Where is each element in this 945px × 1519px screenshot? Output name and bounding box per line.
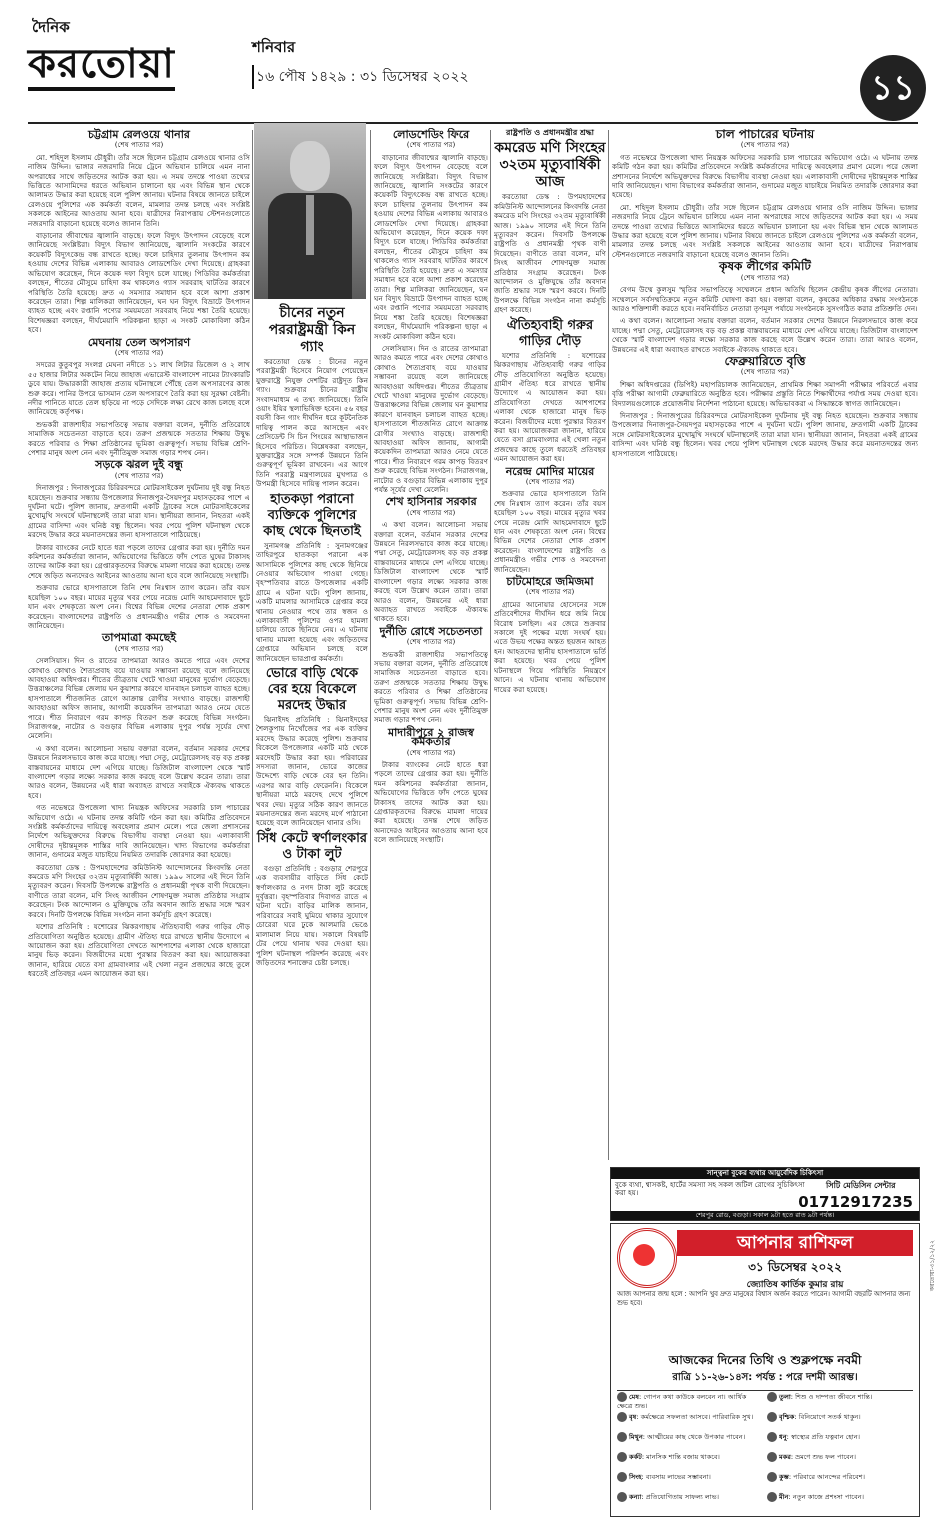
continued-label: (শেষ পাতার পর) bbox=[406, 507, 456, 517]
article-body-meghnay: সদরের কুতুবপুর সংলগ্ন মেঘনা নদীতে ১১ লাখ লিটার ডিজেল ও ২ লাখ ৫৫ হাজার লিটার অকটেন নিয়ে জাহাজ এভারেস্ট বাংলাদেশ নামের ট্যাংকারটি ডুবে যায়। উদ্ধারকারী জাহাজ প্রত্যয় ঘটনাস্থলে পৌঁছে তেল অপসারণের কাজ শুরু করে। পানির উপরে ভাসমান তেল অপসারণে তৈরি করা হয় সুরক্ষা বেষ্টনী। নদীর পানিতে যাতে তেল ছড়িয়ে না পড়ে সেদিকে লক্ষ্য রেখে কাজ চলছে বলে জানিয়েছে কর্তৃপক্ষ। bbox=[28, 360, 250, 417]
zodiac-sign-icon bbox=[767, 1392, 777, 1402]
date-block bbox=[252, 36, 469, 89]
article-body-modi: শুক্রবার ভোরে হাসপাতালে তিনি শেষ নিঃশ্বাস ত্যাগ করেন। তাঁর বয়স হয়েছিল ১০০ বছর। মায়ের মৃত্যুর খবর পেয়ে নরেন্দ্র মোদি আহমেদাবাদে ছুটে যান এবং শেষকৃত্যে অংশ নেন। বিশ্বের বিভিন্ন দেশের নেতারা শোক প্রকাশ করেছেন। বাংলাদেশের রাষ্ট্রপতি ও প্রধানমন্ত্রীও গভীর শোক ও সমবেদনা জানিয়েছেন। bbox=[494, 489, 606, 574]
ad-clinic-name: সিটি মেডিসিন সেন্টার bbox=[826, 1181, 896, 1190]
zodiac-sign-icon bbox=[767, 1452, 777, 1462]
article-body-sorok-3: শুক্রবার ভোরে হাসপাতালে তিনি শেষ নিঃশ্বাস ত্যাগ করেন। তাঁর বয়স হয়েছিল ১০০ বছর। মায়ের মৃত্যুর খবর পেয়ে নরেন্দ্র মোদি আহমেদাবাদে ছুটে যান এবং শেষকৃত্যে অংশ নেন। বিশ্বের বিভিন্ন দেশের নেতারা শোক প্রকাশ করেছেন। বাংলাদেশের রাষ্ট্রপতি ও প্রধানমন্ত্রীও গভীর শোক ও সমবেদনা জানিয়েছেন। bbox=[28, 583, 250, 630]
column-divider bbox=[370, 130, 371, 1510]
article-body-durnity: শুভকরী রাজশাহীর সভাপতিত্বে সভায় বক্তারা বলেন, দুর্নীতি প্রতিরোধে সামাজিক সচেতনতা বাড়াতে হবে। তরুণ প্রজন্মকে সততার শিক্ষায় উদ্বুদ্ধ করতে পরিবার ও শিক্ষা প্রতিষ্ঠানের ভূমিকা গুরুত্বপূর্ণ। সভায় বিভিন্ন শ্রেণি-পেশার মানুষ অংশ নেন এবং দুর্নীতিমুক্ত সমাজ গড়ার শপথ নেন। bbox=[374, 649, 488, 725]
zodiac-entry: বৃশ্চিক: বিনিয়োগে সতর্ক থাকুন। bbox=[767, 1412, 911, 1422]
headline-chal: চাল পাচারের ঘটনায় bbox=[715, 128, 815, 141]
zodiac-entry: কুম্ভ: পরিবারে আনন্দের পরিবেশ। bbox=[767, 1472, 911, 1482]
article-body-oitijhyo: যশোর প্রতিনিধি : যশোরের ঝিকরগাছায় ঐতিহ্যবাহী গরুর গাড়ির দৌড় প্রতিযোগিতা অনুষ্ঠিত হয়েছে। গ্রামীণ ঐতিহ্য ধরে রাখতে স্থানীয় উদ্যোগে এ আয়োজন করা হয়। প্রতিযোগিতা দেখতে আশপাশের এলাকা থেকে হাজারো মানুষ ভিড় করেন। বিজয়ীদের মধ্যে পুরস্কার বিতরণ করা হয়। আয়োজকরা জানান, হারিয়ে যেতে বসা গ্রামবাংলার এই খেলা নতুন প্রজন্মের কাছে তুলে ধরতেই প্রতিবছর এমন আয়োজন করা হয়। bbox=[494, 350, 606, 464]
masthead-rule bbox=[28, 122, 918, 124]
issue-date: ১৬ পৌষ ১৪২৯ : ৩১ ডিসেম্বর ২০২২ bbox=[252, 65, 469, 89]
zodiac-sign-icon bbox=[767, 1472, 777, 1482]
zodiac-sign-icon bbox=[767, 1412, 777, 1422]
column-2 bbox=[256, 303, 368, 1513]
article-body-sorok-2: টাকার ব্যাংকের নেটে হাতে ধরা পড়লে তাদের গ্রেপ্তার করা হয়। দুর্নীতি দমন কমিশনের কর্মকর্তারা জানান, অভিযোগের ভিত্তিতে ফাঁদ পেতে ঘুষের টাকাসহ তাদের আটক করা হয়। গ্রেপ্তারকৃতদের বিরুদ্ধে মামলা দায়ের করা হয়েছে। তদন্ত শেষে জড়িত অন্যদেরও আইনের আওতায় আনা হবে বলে জানিয়েছে সংস্থাটি। bbox=[28, 542, 250, 580]
column-1 bbox=[28, 128, 250, 1513]
article-body-tapmatra: সেলসিয়াস। দিন ও রাতের তাপমাত্রা আরও কমতে পারে এবং দেশের কোথাও কোথাও শৈত্যপ্রবাহ বয়ে যাওয়ার সম্ভাবনা রয়েছে বলে জানিয়েছে আবহাওয়া অধিদপ্তর। শীতের তীব্রতায় খেটে খাওয়া মানুষের দুর্ভোগ বেড়েছে। উত্তরাঞ্চলের বিভিন্ন জেলায় ঘন কুয়াশার কারণে যানবাহন চলাচল ব্যাহত হচ্ছে। হাসপাতালে শীতজনিত রোগে আক্রান্ত রোগীর সংখ্যাও বাড়ছে। রাজশাহী আবহাওয়া অফিস জানায়, আগামী কয়েকদিন তাপমাত্রা আরও নেমে যেতে পারে। শীত নিবারণে গরম কাপড় বিতরণ শুরু করেছে বিভিন্ন সংগঠন। সিরাজগঞ্জ, নাটোর ও বগুড়ার বিভিন্ন এলাকায় দুপুর পর্যন্ত সূর্যের দেখা মেলেনি। bbox=[28, 656, 250, 741]
headline-chattogram: চট্টগ্রাম রেলওয়ে থানার bbox=[88, 128, 190, 141]
column-5 bbox=[612, 128, 918, 1163]
margin-note: করতোয়া-৩১/১২/২২ bbox=[929, 1240, 936, 1292]
article-body-bhore: ঝিনাইদহ প্রতিনিধি : ঝিনাইদহের শৈলকুপায় নিখোঁজের পর এক ব্যক্তির মরদেহ উদ্ধার করেছে পুলিশ। শুক্রবার বিকেলে উপজেলার একটি মাঠ থেকে মরদেহটি উদ্ধার করা হয়। পরিবারের সদস্যরা জানান, ভোরে কাজের উদ্দেশ্যে বাড়ি থেকে বের হন তিনি। এরপর আর বাড়ি ফেরেননি। বিকেলে স্থানীয়রা মাঠে মরদেহ দেখে পুলিশে খবর দেয়। মৃত্যুর সঠিক কারণ জানতে ময়নাতদন্তের জন্য মরদেহ মর্গে পাঠানো হয়েছে বলে জানিয়েছেন থানার ওসি। bbox=[256, 714, 368, 828]
headline-sheikh: শেখ হাসিনার সরকার bbox=[385, 495, 477, 509]
zodiac-wheel-icon bbox=[617, 1228, 677, 1288]
article-body-tapmatra-2: এ কথা বলেন। আলোচনা সভায় বক্তারা বলেন, বর্তমান সরকার দেশের উন্নয়নে নিরলসভাবে কাজ করে যাচ্ছে। পদ্মা সেতু, মেট্রোরেলসহ বড় বড় প্রকল্প বাস্তবায়নের মাধ্যমে দেশ এগিয়ে যাচ্ছে। ডিজিটাল বাংলাদেশ থেকে স্মার্ট বাংলাদেশ গড়ার লক্ষ্যে সরকার কাজ করছে বলে উল্লেখ করেন তারা। তারা আরও বলেন, উন্নয়নের এই ধারা অব্যাহত রাখতে সবাইকে ঐক্যবদ্ধ থাকতে হবে। bbox=[28, 743, 250, 800]
zodiac-sign-icon bbox=[617, 1472, 627, 1482]
article-body-chal-2: মো. শহিদুল ইসলাম চৌধুরী। তাঁর সঙ্গে ছিলেন চট্টগ্রাম রেলওয়ে থানার ওসি নাজিম উদ্দিন। ভাঙ্গার নজরদারি নিয়ে ট্রেনে অভিযান চালিয়ে এমন নানা অপরাধের সাথে জড়িতদের আটক করা হয়। এ সময় তদন্তে পাওয়া তথ্যের ভিত্তিতে আসামিদের ধরতে অভিযান চালানো হয় এবং বিভিন্ন স্থান থেকে আলামত উদ্ধার করা হয়েছে বলে পুলিশ জানায়। ঘটনার বিষয়ে জানতে চাইলে রেলওয়ে পুলিশের এক কর্মকর্তা বলেন, মামলার তদন্ত চলছে এবং সংশ্লিষ্ট সকলকে আইনের আওতায় আনা হবে। যাত্রীদের নিরাপত্তায় স্টেশনগুলোতে নজরদারি বাড়ানো হয়েছে বলেও জানান তিনি। bbox=[612, 202, 918, 259]
horoscope-box bbox=[610, 1223, 920, 1517]
headline-february: ফেব্রুয়ারিতে বৃত্তি bbox=[724, 353, 806, 368]
page-number-badge: ১১ bbox=[860, 55, 926, 121]
column-divider bbox=[490, 130, 491, 1510]
article-body-sheikh: এ কথা বলেন। আলোচনা সভায় বক্তারা বলেন, বর্তমান সরকার দেশের উন্নয়নে নিরলসভাবে কাজ করে যাচ্ছে। পদ্মা সেতু, মেট্রোরেলসহ বড় বড় প্রকল্প বাস্তবায়নের মাধ্যমে দেশ এগিয়ে যাচ্ছে। ডিজিটাল বাংলাদেশ থেকে স্মার্ট বাংলাদেশ গড়ার লক্ষ্যে সরকার কাজ করছে বলে উল্লেখ করেন তারা। তারা আরও বলেন, উন্নয়নের এই ধারা অব্যাহত রাখতে সবাইকে ঐক্যবদ্ধ থাকতে হবে। bbox=[374, 520, 488, 624]
zodiac-sign-icon bbox=[617, 1412, 627, 1422]
article-body-chal: গত নভেম্বরে উপজেলা খাদ্য নিয়ন্ত্রক অফিসের সরকারি চাল পাচারের অভিযোগ ওঠে। এ ঘটনায় তদন্ত কমিটি গঠন করা হয়। কমিটির প্রতিবেদনে সংশ্লিষ্ট কর্মকর্তাদের দায়িত্বে অবহেলার প্রমাণ মেলে। পরে জেলা প্রশাসনের নির্দেশে অভিযুক্তদের বিরুদ্ধে বিভাগীয় ব্যবস্থা নেওয়া হয়। এলাকাবাসী দোষীদের দৃষ্টান্তমূলক শাস্তির দাবি জানিয়েছেন। খাদ্য বিভাগের কর্মকর্তারা জানান, গুদামের মজুত যাচাইয়ে নিয়মিত তদারকি জোরদার করা হয়েছে। bbox=[612, 152, 918, 200]
article-body-sidh: বগুড়া প্রতিনিধি : বগুড়ার শেরপুরে এক ব্যবসায়ীর বাড়িতে সিঁধ কেটে স্বর্ণালংকার ও নগদ টাকা লুট করেছে দুর্বৃত্তরা। বৃহস্পতিবার দিবাগত রাতে এ ঘটনা ঘটে। বাড়ির মালিক জানান, পরিবারের সবাই ঘুমিয়ে থাকার সুযোগে চোরেরা ঘরে ঢুকে আলমারি ভেঙে মালামাল নিয়ে যায়। সকালে বিষয়টি টের পেয়ে থানায় খবর দেওয়া হয়। পুলিশ ঘটনাস্থল পরিদর্শন করেছে এবং জড়িতদের শনাক্তের চেষ্টা চলছে। bbox=[256, 863, 368, 967]
article-body-madaripur: টাকার ব্যাংকের নেটে হাতে ধরা পড়লে তাদের গ্রেপ্তার করা হয়। দুর্নীতি দমন কমিশনের কর্মকর্তারা জানান, অভিযোগের ভিত্তিতে ফাঁদ পেতে ঘুষের টাকাসহ তাদের আটক করা হয়। গ্রেপ্তারকৃতদের বিরুদ্ধে মামলা দায়ের করা হয়েছে। তদন্ত শেষে জড়িত অন্যদেরও আইনের আওতায় আনা হবে বলে জানিয়েছে সংস্থাটি। bbox=[374, 760, 488, 845]
zodiac-sign-icon bbox=[767, 1432, 777, 1442]
article-body-chattogram-2: বাড়ানোর জীবাশ্মের জ্বালানি বাড়ছে। ফলে বিদ্যুৎ উৎপাদন বেড়েছে বলে জানিয়েছে সংশ্লিষ্টরা। বিদ্যুৎ বিভাগ জানিয়েছে, জ্বালানি সংকটের কারণে কয়েকটি বিদ্যুৎকেন্দ্র বন্ধ রাখতে হচ্ছে। ফলে চাহিদার তুলনায় উৎপাদন কম হওয়ায় দেশের বিভিন্ন এলাকায় আবারও লোডশেডিং দেখা দিয়েছে। গ্রাহকরা অভিযোগ করেছেন, দিনে কয়েক দফা বিদ্যুৎ চলে যাচ্ছে। পিডিবির কর্মকর্তারা বলছেন, শীতের মৌসুমে চাহিদা কম থাকলেও গ্যাস সরবরাহ ঘাটতির কারণে পরিস্থিতি তৈরি হয়েছে। দ্রুত এ সমস্যার সমাধান হবে বলে আশা প্রকাশ করেছেন তারা। শিল্প মালিকরা জানিয়েছেন, ঘন ঘন বিদ্যুৎ বিভ্রাটে উৎপাদন ব্যাহত হচ্ছে এবং রপ্তানি পণ্যের সময়মতো সরবরাহ নিয়ে শঙ্কা তৈরি হয়েছে। বিশেষজ্ঞরা বলছেন, দীর্ঘমেয়াদি পরিকল্পনা ছাড়া এ সংকট মোকাবিলা কঠিন হবে। bbox=[28, 231, 250, 335]
column-3 bbox=[374, 128, 488, 1513]
headline-tapmatra: তাপমাত্রা কমছেই bbox=[102, 631, 176, 645]
horoscope-author: জ্যোতিষ কার্তিক কুমার রায় bbox=[746, 1280, 844, 1290]
newspaper-logo bbox=[28, 32, 175, 99]
continued-label: (শেষ পাতার পর) bbox=[114, 347, 164, 357]
headline-chatmohor: চাটমোহরে জমিজমা bbox=[506, 575, 594, 589]
headline-durnity: দুর্নীতি রোধে সচেতনতা bbox=[379, 624, 483, 638]
article-body-chatmohor: গ্রামের আনোয়ার হোসেনের সঙ্গে প্রতিবেশীদের দীর্ঘদিন ধরে জমি নিয়ে বিরোধ চলছিল। এর জেরে শুক্রবার সকালে দুই পক্ষের মধ্যে সংঘর্ষ হয়। এতে উভয় পক্ষের অন্তত ছয়জন আহত হন। আহতদের স্থানীয় হাসপাতালে ভর্তি করা হয়েছে। খবর পেয়ে পুলিশ ঘটনাস্থলে গিয়ে পরিস্থিতি নিয়ন্ত্রণে আনে। এ ঘটনায় থানায় অভিযোগ দায়ের করা হয়েছে। bbox=[494, 599, 606, 694]
article-body-krishak: বেগম উম্মে কুলসুম স্মৃতির সভাপতিত্বে সম্মেলনে প্রধান অতিথি ছিলেন কেন্দ্রীয় কৃষক লীগের নেতারা। সম্মেলনে সর্বসম্মতিক্রমে নতুন কমিটি ঘোষণা করা হয়। বক্তারা বলেন, কৃষকের অধিকার রক্ষায় সংগঠনকে আরও শক্তিশালী করতে হবে। নবনির্বাচিত নেতারা তৃণমূল পর্যায়ে সংগঠনকে সুসংগঠিত করার প্রতিশ্রুতি দেন। bbox=[612, 285, 918, 313]
kicker-monisingh: রাষ্ট্রপতি ও প্রধানমন্ত্রীর শ্রদ্ধা bbox=[505, 128, 595, 137]
zodiac-sign-icon bbox=[617, 1392, 627, 1402]
headline-meghnay: মেঘনায় তেল অপসারণ bbox=[87, 335, 191, 349]
headline-sidh: সিঁধ কেটে স্বর্ণালংকার ও টাকা লুট bbox=[256, 830, 368, 862]
zodiac-entry: বৃষ: কর্মক্ষেত্রে সফলতা আসবে। পারিবারিক সুখ। bbox=[617, 1412, 761, 1422]
tithi-heading: আজকের দিনের তিথি ও শুক্লপক্ষে নবমী bbox=[668, 1353, 862, 1367]
article-body-february-2: দিনাজপুর : দিনাজপুরের চিরিরবন্দরে মোটরসাইকেল দুর্ঘটনায় দুই বন্ধু নিহত হয়েছেন। শুক্রবার সন্ধ্যায় উপজেলার দিনাজপুর-সৈয়দপুর মহাসড়কের পাশে এ দুর্ঘটনা ঘটে। পুলিশ জানায়, দ্রুতগামী একটি ট্রাকের সঙ্গে মোটরসাইকেলের মুখোমুখি সংঘর্ষে ঘটনাস্থলেই তারা মারা যান। স্থানীয়রা জানান, নিহতরা একই গ্রামের বাসিন্দা এবং ঘনিষ্ঠ বন্ধু ছিলেন। খবর পেয়ে পুলিশ ঘটনাস্থল থেকে মরদেহ উদ্ধার করে ময়নাতদন্তের জন্য হাসপাতালে পাঠিয়েছে। bbox=[612, 410, 918, 458]
column-4 bbox=[494, 128, 606, 1513]
zodiac-entry: মিথুন: আত্মীয়ের কাছ থেকে উপকার পাবেন। bbox=[617, 1432, 761, 1442]
zodiac-sign-icon bbox=[617, 1432, 627, 1442]
logo-text: করতোয়া bbox=[28, 41, 175, 91]
article-body-hatkora: সুনামগঞ্জ প্রতিনিধি : সুনামগঞ্জের তাহিরপুরে হাতকড়া পরানো এক আসামিকে পুলিশের কাছ থেকে ছিনিয়ে নেওয়ার অভিযোগ পাওয়া গেছে। বৃহস্পতিবার রাতে উপজেলার একটি গ্রামে এ ঘটনা ঘটে। পুলিশ জানায়, একটি মামলার আসামিকে গ্রেপ্তার করে থানায় নেওয়ার পথে তার স্বজন ও এলাকাবাসী পুলিশের ওপর হামলা চালিয়ে তাকে ছিনিয়ে নেয়। এ ঘটনায় থানায় মামলা হয়েছে এবং জড়িতদের গ্রেপ্তারে অভিযান চলছে বলে জানিয়েছেন ভারপ্রাপ্ত কর্মকর্তা। bbox=[256, 540, 368, 663]
article-body-february: শিক্ষা অধিদপ্তরের (ডিপিই) মহাপরিচালক জানিয়েছেন, প্রাথমিক শিক্ষা সমাপনী পরীক্ষার পরিবর্তে এবার বৃত্তি পরীক্ষা আগামী ফেব্রুয়ারিতে অনুষ্ঠিত হবে। পরীক্ষার প্রস্তুতি নিতে শিক্ষার্থীদের পর্যাপ্ত সময় দেওয়া হবে। বিদ্যালয়গুলোকে প্রয়োজনীয় নির্দেশনা পাঠানো হয়েছে। অভিভাবকরা এ সিদ্ধান্তকে স্বাগত জানিয়েছেন। bbox=[612, 379, 918, 408]
zodiac-entry: ধনু: স্বাস্থ্যের প্রতি যত্নবান হোন। bbox=[767, 1432, 911, 1442]
horoscope-title: আপনার রাশিফল bbox=[677, 1230, 913, 1256]
zodiac-sign-icon bbox=[617, 1452, 627, 1462]
article-body-loadshedding-2: সেলসিয়াস। দিন ও রাতের তাপমাত্রা আরও কমতে পারে এবং দেশের কোথাও কোথাও শৈত্যপ্রবাহ বয়ে যাওয়ার সম্ভাবনা রয়েছে বলে জানিয়েছে আবহাওয়া অধিদপ্তর। শীতের তীব্রতায় খেটে খাওয়া মানুষের দুর্ভোগ বেড়েছে। উত্তরাঞ্চলের বিভিন্ন জেলায় ঘন কুয়াশার কারণে যানবাহন চলাচল ব্যাহত হচ্ছে। হাসপাতালে শীতজনিত রোগে আক্রান্ত রোগীর সংখ্যাও বাড়ছে। রাজশাহী আবহাওয়া অফিস জানায়, আগামী কয়েকদিন তাপমাত্রা আরও নেমে যেতে পারে। শীত নিবারণে গরম কাপড় বিতরণ শুরু করেছে বিভিন্ন সংগঠন। সিরাজগঞ্জ, নাটোর ও বগুড়ার বিভিন্ন এলাকায় দুপুর পর্যন্ত সূর্যের দেখা মেলেনি। bbox=[374, 343, 488, 495]
article-body-tapmatra-5: যশোর প্রতিনিধি : যশোরের ঝিকরগাছায় ঐতিহ্যবাহী গরুর গাড়ির দৌড় প্রতিযোগিতা অনুষ্ঠিত হয়েছে। গ্রামীণ ঐতিহ্য ধরে রাখতে স্থানীয় উদ্যোগে এ আয়োজন করা হয়। প্রতিযোগিতা দেখতে আশপাশের এলাকা থেকে হাজারো মানুষ ভিড় করেন। বিজয়ীদের মধ্যে পুরস্কার বিতরণ করা হয়। আয়োজকরা জানান, হারিয়ে যেতে বসা গ্রামবাংলার এই খেলা নতুন প্রজন্মের কাছে তুলে ধরতেই প্রতিবছর এমন আয়োজন করা হয়। bbox=[28, 922, 250, 979]
column-divider bbox=[608, 130, 609, 1160]
ad-footer: শেরপুর রোড, বগুড়া। সকাল ৯টা হতে রাত ৯টা পর্যন্ত। bbox=[611, 1211, 919, 1220]
continued-label: (শেষ পাতার পর) bbox=[525, 587, 575, 597]
continued-label: (শেষ পাতার পর) bbox=[114, 140, 164, 150]
continued-label: (শেষ পাতার পর) bbox=[525, 476, 575, 486]
continued-label: (শেষ পাতার পর) bbox=[114, 643, 164, 653]
article-body-tapmatra-4: করতোয়া ডেস্ক : উপমহাদেশের কমিউনিস্ট আন্দোলনের কিংবদন্তি নেতা কমরেড মণি সিংহের ৩২তম মৃত্যুবার্ষিকী আজ। ১৯৯০ সালের এই দিনে তিনি মৃত্যুবরণ করেন। দিবসটি উপলক্ষে রাষ্ট্রপতি ও প্রধানমন্ত্রী পৃথক বাণী দিয়েছেন। বাণীতে তারা বলেন, মণি সিংহ আজীবন শোষণমুক্ত সমাজ প্রতিষ্ঠার সংগ্রাম করেছেন। টংক আন্দোলন ও মুক্তিযুদ্ধে তাঁর অবদান জাতি শ্রদ্ধার সঙ্গে স্মরণ করবে। দিনটি উপলক্ষে বিভিন্ন সংগঠন নানা কর্মসূচি গ্রহণ করেছে। bbox=[28, 862, 250, 919]
continued-label: (শেষ পাতার পর) bbox=[406, 637, 456, 647]
headline-oitijhyo: ঐতিহ্যবাহী গরুর গাড়ির দৌড় bbox=[506, 317, 594, 349]
article-body-krishak-2: এ কথা বলেন। আলোচনা সভায় বক্তারা বলেন, বর্তমান সরকার দেশের উন্নয়নে নিরলসভাবে কাজ করে যাচ্ছে। পদ্মা সেতু, মেট্রোরেলসহ বড় বড় প্রকল্প বাস্তবায়নের মাধ্যমে দেশ এগিয়ে যাচ্ছে। ডিজিটাল বাংলাদেশ থেকে স্মার্ট বাংলাদেশ গড়ার লক্ষ্যে সরকার কাজ করছে বলে উল্লেখ করেন তারা। তারা আরও বলেন, উন্নয়নের এই ধারা অব্যাহত রাখতে সবাইকে ঐক্যবদ্ধ থাকতে হবে। bbox=[612, 316, 918, 354]
headline-sorok: সড়কে ঝরল দুই বন্ধু bbox=[95, 458, 183, 472]
zodiac-entry: তুলা: শিশু ও দাম্পত্য জীবনে শান্তি। bbox=[767, 1392, 911, 1402]
zodiac-sign-icon bbox=[617, 1492, 627, 1502]
zodiac-entry: মকর: ভ্রমণে শুভ ফল পাবেন। bbox=[767, 1452, 911, 1462]
headline-qingang: চীনের নতুন পররাষ্ট্রমন্ত্রী কিন গ্যাং bbox=[268, 305, 356, 355]
qin-gang-photo bbox=[254, 123, 366, 299]
clinic-advertisement bbox=[610, 1167, 920, 1221]
zodiac-entry: কন্যা: প্রতিযোগিতায় সাফল্য লাভ। bbox=[617, 1492, 761, 1502]
continued-label: (শেষ পাতার পর) bbox=[740, 272, 790, 282]
continued-label: (শেষ পাতার পর) bbox=[406, 140, 456, 150]
article-body-qingang: করতোয়া ডেস্ক : চীনের নতুন পররাষ্ট্রমন্ত্রী হিসেবে নিয়োগ পেয়েছেন যুক্তরাষ্ট্রে নিযুক্ত দেশটির রাষ্ট্রদূত কিন গ্যাং। শুক্রবার চীনের রাষ্ট্রীয় সংবাদমাধ্যম এ তথ্য জানিয়েছে। তিনি ওয়াং ইয়ির স্থলাভিষিক্ত হবেন। ৫৬ বছর বয়সী কিন গ্যাং দীর্ঘদিন ধরে কূটনৈতিক দায়িত্ব পালন করে আসছেন এবং প্রেসিডেন্ট সি চিন পিংয়ের আস্থাভাজন হিসেবে পরিচিত। বিশ্লেষকরা বলছেন, যুক্তরাষ্ট্রের সঙ্গে সম্পর্ক উন্নয়নে তিনি গুরুত্বপূর্ণ ভূমিকা রাখবেন। এর আগে তিনি পররাষ্ট্র মন্ত্রণালয়ের মুখপাত্র ও উপমন্ত্রী হিসেবে দায়িত্ব পালন করেন। bbox=[256, 357, 368, 489]
continued-label: (শেষ পাতার পর) bbox=[740, 367, 790, 377]
article-body-tapmatra-3: গত নভেম্বরে উপজেলা খাদ্য নিয়ন্ত্রক অফিসের সরকারি চাল পাচারের অভিযোগ ওঠে। এ ঘটনায় তদন্ত কমিটি গঠন করা হয়। কমিটির প্রতিবেদনে সংশ্লিষ্ট কর্মকর্তাদের দায়িত্বে অবহেলার প্রমাণ মেলে। পরে জেলা প্রশাসনের নির্দেশে অভিযুক্তদের বিরুদ্ধে বিভাগীয় ব্যবস্থা নেওয়া হয়। এলাকাবাসী দোষীদের দৃষ্টান্তমূলক শাস্তির দাবি জানিয়েছেন। খাদ্য বিভাগের কর্মকর্তারা জানান, গুদামের মজুত যাচাইয়ে নিয়মিত তদারকি জোরদার করা হয়েছে। bbox=[28, 803, 250, 860]
logo-daily-label: দৈনিক bbox=[32, 18, 70, 36]
zodiac-entry: কর্কট: মানসিক শান্তি বজায় থাকবে। bbox=[617, 1452, 761, 1462]
horoscope-date: ৩১ ডিসেম্বর ২০২২ bbox=[748, 1260, 842, 1274]
zodiac-entry: মেষ: গোপন কথা কাউকে বলবেন না। আর্থিক ক্ষেত্রে শুভ। bbox=[617, 1393, 747, 1410]
headline-hatkora: হাতকড়া পরানো ব্যক্তিকে পুলিশের কাছ থেকে ছিনতাই bbox=[263, 491, 361, 539]
headline-loadshedding: লোডশেডিং ফিরে bbox=[392, 128, 470, 141]
zodiac-entry: সিংহ: ব্যবসায় লাভের সম্ভাবনা। bbox=[617, 1472, 761, 1482]
headline-bhore: ভোরে বাড়ি থেকে বের হয়ে বিকেলে মরদেহ উদ্ধার bbox=[265, 665, 359, 713]
ad-body: বুকে ব্যথা, শ্বাসকষ্ট, হার্টের সমস্যা সহ সকল জটিল রোগের সুচিকিৎসা করা হয়। bbox=[615, 1180, 805, 1198]
column-divider bbox=[252, 130, 253, 1510]
masthead bbox=[0, 0, 945, 122]
headline-krishak: কৃষক লীগের কমিটি bbox=[719, 259, 811, 274]
tithi-detail: রাত্রি ১১-২৬-১৪স: পর্যন্ত : পরে দশমী আরম্ভ। bbox=[617, 1370, 913, 1391]
photo-figure-tie bbox=[306, 195, 314, 255]
continued-label: (শেষ পাতার পর) bbox=[740, 140, 790, 150]
continued-label: (শেষ পাতার পর) bbox=[406, 747, 456, 757]
horoscope-intro: আজ আপনার জন্ম হলে : আপনি খুব দ্রুত মানুষের বিশ্বাস অর্জন করতে পারেন। আগামী বছরটি আপনার জন্য শুভ হবে। bbox=[617, 1290, 911, 1307]
zodiac-entry: মীন: নতুন কাজে প্রশংসা পাবেন। bbox=[767, 1492, 911, 1502]
zodiac-sign-icon bbox=[767, 1492, 777, 1502]
article-body-monisingh: করতোয়া ডেস্ক : উপমহাদেশের কমিউনিস্ট আন্দোলনের কিংবদন্তি নেতা কমরেড মণি সিংহের ৩২তম মৃত্যুবার্ষিকী আজ। ১৯৯০ সালের এই দিনে তিনি মৃত্যুবরণ করেন। দিবসটি উপলক্ষে রাষ্ট্রপতি ও প্রধানমন্ত্রী পৃথক বাণী দিয়েছেন। বাণীতে তারা বলেন, মণি সিংহ আজীবন শোষণমুক্ত সমাজ প্রতিষ্ঠার সংগ্রাম করেছেন। টংক আন্দোলন ও মুক্তিযুদ্ধে তাঁর অবদান জাতি শ্রদ্ধার সঙ্গে স্মরণ করবে। দিনটি উপলক্ষে বিভিন্ন সংগঠন নানা কর্মসূচি গ্রহণ করেছে। bbox=[494, 192, 606, 315]
headline-modi: নরেন্দ্র মোদির মায়ের bbox=[505, 464, 595, 478]
weekday: শনিবার bbox=[252, 38, 296, 56]
ad-title: সান্ত্বনা বুকের ব্যথার আয়ুর্বেদিক চিকিৎসা bbox=[611, 1168, 919, 1179]
continued-label: (শেষ পাতার পর) bbox=[114, 470, 164, 480]
headline-madaripur: মাদারীপুরে ২ রাজস্ব কর্মকর্তার bbox=[388, 725, 474, 749]
article-body-sorok: দিনাজপুর : দিনাজপুরের চিরিরবন্দরে মোটরসাইকেল দুর্ঘটনায় দুই বন্ধু নিহত হয়েছেন। শুক্রবার সন্ধ্যায় উপজেলার দিনাজপুর-সৈয়দপুর মহাসড়কের পাশে এ দুর্ঘটনা ঘটে। পুলিশ জানায়, দ্রুতগামী একটি ট্রাকের সঙ্গে মোটরসাইকেলের মুখোমুখি সংঘর্ষে ঘটনাস্থলেই তারা মারা যান। স্থানীয়রা জানান, নিহতরা একই গ্রামের বাসিন্দা এবং ঘনিষ্ঠ বন্ধু ছিলেন। খবর পেয়ে পুলিশ ঘটনাস্থল থেকে মরদেহ উদ্ধার করে ময়নাতদন্তের জন্য হাসপাতালে পাঠিয়েছে। bbox=[28, 483, 250, 540]
photo-figure-face bbox=[290, 141, 330, 191]
article-body-loadshedding: বাড়ানোর জীবাশ্মের জ্বালানি বাড়ছে। ফলে বিদ্যুৎ উৎপাদন বেড়েছে বলে জানিয়েছে সংশ্লিষ্টরা। বিদ্যুৎ বিভাগ জানিয়েছে, জ্বালানি সংকটের কারণে কয়েকটি বিদ্যুৎকেন্দ্র বন্ধ রাখতে হচ্ছে। ফলে চাহিদার তুলনায় উৎপাদন কম হওয়ায় দেশের বিভিন্ন এলাকায় আবারও লোডশেডিং দেখা দিয়েছে। গ্রাহকরা অভিযোগ করেছেন, দিনে কয়েক দফা বিদ্যুৎ চলে যাচ্ছে। পিডিবির কর্মকর্তারা বলছেন, শীতের মৌসুমে চাহিদা কম থাকলেও গ্যাস সরবরাহ ঘাটতির কারণে পরিস্থিতি তৈরি হয়েছে। দ্রুত এ সমস্যার সমাধান হবে বলে আশা প্রকাশ করেছেন তারা। শিল্প মালিকরা জানিয়েছেন, ঘন ঘন বিদ্যুৎ বিভ্রাটে উৎপাদন ব্যাহত হচ্ছে এবং রপ্তানি পণ্যের সময়মতো সরবরাহ নিয়ে শঙ্কা তৈরি হয়েছে। বিশেষজ্ঞরা বলছেন, দীর্ঘমেয়াদি পরিকল্পনা ছাড়া এ সংকট মোকাবিলা কঠিন হবে। bbox=[374, 152, 488, 341]
article-body-meghnay-2: শুভকরী রাজশাহীর সভাপতিত্বে সভায় বক্তারা বলেন, দুর্নীতি প্রতিরোধে সামাজিক সচেতনতা বাড়াতে হবে। তরুণ প্রজন্মকে সততার শিক্ষায় উদ্বুদ্ধ করতে পরিবার ও শিক্ষা প্রতিষ্ঠানের ভূমিকা গুরুত্বপূর্ণ। সভায় বিভিন্ন শ্রেণি-পেশার মানুষ অংশ নেন এবং দুর্নীতিমুক্ত সমাজ গড়ার শপথ নেন। bbox=[28, 419, 250, 457]
ad-phone-number: 01712917235 bbox=[798, 1193, 913, 1211]
article-body-chattogram: মো. শহিদুল ইসলাম চৌধুরী। তাঁর সঙ্গে ছিলেন চট্টগ্রাম রেলওয়ে থানার ওসি নাজিম উদ্দিন। ভাঙ্গার নজরদারি নিয়ে ট্রেনে অভিযান চালিয়ে এমন নানা অপরাধের সাথে জড়িতদের আটক করা হয়। এ সময় তদন্তে পাওয়া তথ্যের ভিত্তিতে আসামিদের ধরতে অভিযান চালানো হয় এবং বিভিন্ন স্থান থেকে আলামত উদ্ধার করা হয়েছে বলে পুলিশ জানায়। ঘটনার বিষয়ে জানতে চাইলে রেলওয়ে পুলিশের এক কর্মকর্তা বলেন, মামলার তদন্ত চলছে এবং সংশ্লিষ্ট সকলকে আইনের আওতায় আনা হবে। যাত্রীদের নিরাপত্তায় স্টেশনগুলোতে নজরদারি বাড়ানো হয়েছে বলেও জানান তিনি। bbox=[28, 152, 250, 228]
headline-monisingh: কমরেড মণি সিংহের ৩২তম মৃত্যুবার্ষিকী আজ bbox=[494, 140, 606, 191]
